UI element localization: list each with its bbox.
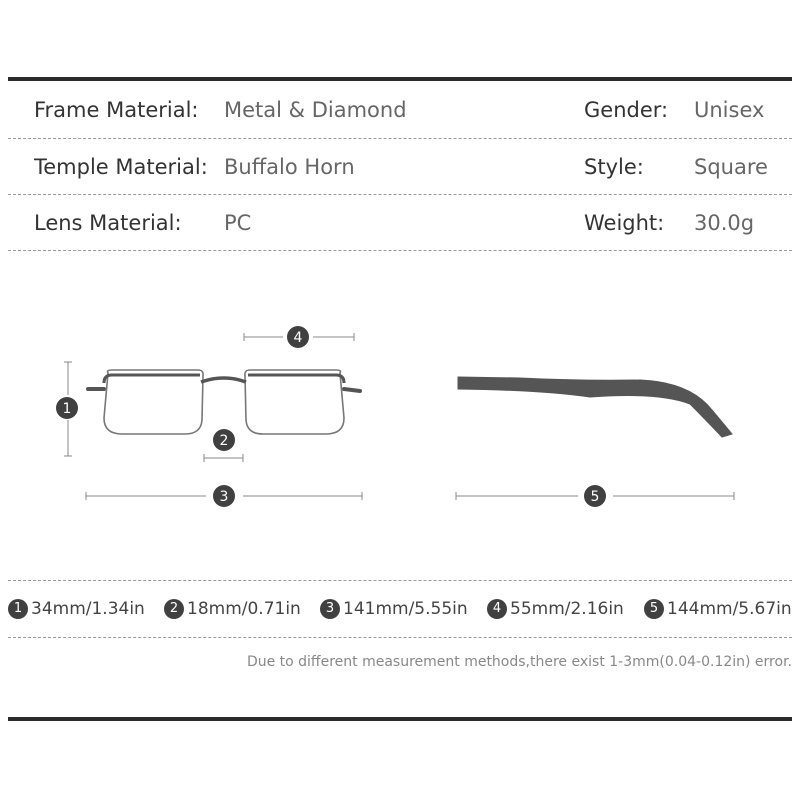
number-badge: 4 xyxy=(487,599,507,619)
spec-value: Unisex xyxy=(694,98,765,122)
measurement-item xyxy=(8,592,145,626)
spec-label: Gender: xyxy=(584,98,669,122)
number-badge: 3 xyxy=(320,599,340,619)
measurement-item xyxy=(487,592,624,626)
measurement-item xyxy=(164,592,301,626)
measurement-text: 144mm/5.67in xyxy=(667,599,792,619)
svg-text:4: 4 xyxy=(293,330,303,346)
marker-4 xyxy=(287,326,309,348)
spec-value: PC xyxy=(224,211,252,235)
svg-text:5: 5 xyxy=(590,489,600,505)
measurement-item xyxy=(320,592,468,626)
measurement-text: 18mm/0.71in xyxy=(187,599,301,619)
svg-text:2: 2 xyxy=(219,433,229,449)
marker-1 xyxy=(56,397,78,419)
number-badge: 2 xyxy=(164,599,184,619)
spec-label: Weight: xyxy=(584,211,665,235)
glasses-front-icon xyxy=(88,370,360,434)
measurement-text: 141mm/5.55in xyxy=(343,599,468,619)
spec-label: Frame Material: xyxy=(34,98,199,122)
svg-text:3: 3 xyxy=(219,489,229,505)
glasses-temple-icon xyxy=(458,377,732,437)
measurement-text: 55mm/2.16in xyxy=(510,599,624,619)
measurement-item xyxy=(644,592,792,626)
bottom-rule xyxy=(8,717,792,721)
spec-label: Lens Material: xyxy=(34,211,182,235)
spec-label: Style: xyxy=(584,155,644,179)
spec-value: Metal & Diamond xyxy=(224,98,407,122)
marker-3 xyxy=(213,485,235,507)
number-badge: 5 xyxy=(644,599,664,619)
marker-2 xyxy=(213,429,235,451)
spec-label: Temple Material: xyxy=(34,155,208,179)
svg-text:1: 1 xyxy=(62,401,72,417)
number-badge: 1 xyxy=(8,599,28,619)
spec-value: Buffalo Horn xyxy=(224,155,355,179)
measurement-text: 34mm/1.34in xyxy=(31,599,145,619)
marker-5 xyxy=(584,485,606,507)
divider xyxy=(8,580,792,581)
spec-value: Square xyxy=(694,155,768,179)
measurement-legend xyxy=(0,592,800,626)
spec-value: 30.0g xyxy=(694,211,755,235)
dimension-lines xyxy=(64,333,734,500)
measurement-note: Due to different measurement methods,there exist 1-3mm(0.04-0.12in) error. xyxy=(246,654,792,670)
divider xyxy=(8,637,792,638)
